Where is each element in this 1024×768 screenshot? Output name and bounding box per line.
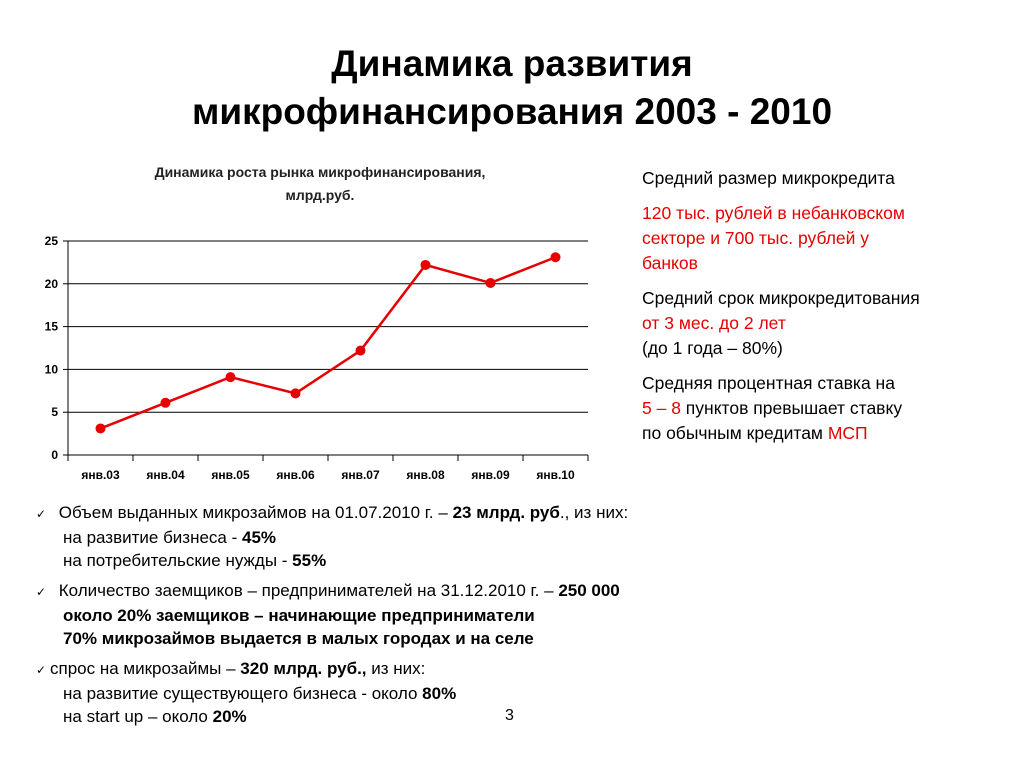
b2-bold: 250 000: [558, 581, 620, 600]
rate-text-2: по обычным кредитам: [642, 423, 828, 443]
avg-size-value-2: секторе и 700 тыс. рублей у: [642, 228, 870, 248]
b3-l3-text: на start up – около: [63, 707, 213, 726]
b3-l2-text: на развитие существующего бизнеса - около: [63, 684, 423, 703]
y-tick-label: 10: [44, 362, 58, 377]
b3-l2-bold: 80%: [422, 684, 457, 703]
avg-size-value-1: 120 тыс. рублей в небанковском: [642, 203, 905, 223]
b1-bold: 23 млрд. руб: [452, 503, 560, 522]
chart-title-line-1: Динамика роста рынка микрофинансирования,: [154, 164, 486, 180]
b1-l3-bold: 55%: [292, 551, 327, 570]
avg-size-value-block: [642, 201, 1017, 276]
rate-block: [642, 371, 1017, 446]
b1-l2-text: на развитие бизнеса -: [63, 528, 242, 547]
b2-l2: около 20% заемщиков – начинающие предприниматели: [63, 606, 535, 625]
term-label: Средний срок микрокредитования: [642, 288, 920, 308]
y-tick-label: 0: [51, 448, 58, 462]
slide-title-line-2: микрофинансирования 2003 - 2010: [191, 91, 833, 132]
slide-title-line-1: Динамика развития: [331, 43, 693, 84]
x-tick-label: янв.09: [471, 468, 510, 482]
b3-bold: 320 млрд. руб.,: [240, 659, 367, 678]
x-tick-label: янв.04: [146, 468, 185, 482]
b2-l3: 70% микрозаймов выдается в малых городах и на селе: [63, 629, 534, 648]
check-icon: ✓: [36, 585, 47, 599]
x-tick-label: янв.03: [81, 468, 120, 482]
bullet-demand: [36, 657, 796, 728]
b3-text: спрос на микрозаймы –: [50, 659, 241, 678]
check-icon: ✓: [36, 507, 47, 521]
b3-l3-bold: 20%: [212, 707, 247, 726]
y-tick-label: 15: [44, 319, 58, 334]
b1-tail: ., из них:: [559, 503, 629, 522]
x-tick-label: янв.05: [211, 468, 250, 482]
x-tick-label: янв.07: [341, 468, 380, 482]
b3-tail: из них:: [366, 659, 426, 678]
y-tick-label: 5: [51, 405, 58, 420]
chart-title-line-2: млрд.руб.: [285, 187, 355, 203]
data-point: [421, 260, 431, 270]
term-note: (до 1 года – 80%): [642, 338, 783, 358]
b1-l2-bold: 45%: [242, 528, 277, 547]
avg-size-block: [642, 166, 1017, 191]
y-tick-label: 20: [44, 276, 58, 291]
term-block: [642, 286, 1017, 361]
term-value: от 3 мес. до 2 лет: [642, 313, 786, 333]
x-tick-label: янв.10: [536, 468, 575, 482]
data-point: [486, 278, 496, 288]
rate-value: 5 – 8: [642, 398, 681, 418]
page-number: 3: [505, 707, 514, 724]
x-tick-label: янв.06: [276, 468, 315, 482]
data-point: [161, 398, 171, 408]
rate-text-1: пунктов превышает ставку: [680, 398, 903, 418]
b1-l3-text: на потребительские нужды -: [63, 551, 293, 570]
b1-text: Объем выданных микрозаймов на 01.07.2010 г. –: [54, 503, 453, 522]
avg-size-label: Средний размер микрокредита: [642, 168, 895, 188]
check-icon: ✓: [36, 663, 47, 677]
bullet-list: [36, 501, 796, 735]
b2-text: Количество заемщиков – предпринимателей на 31.12.2010 г. –: [54, 581, 559, 600]
data-point: [291, 388, 301, 398]
data-point: [551, 252, 561, 262]
avg-size-value-3: банков: [642, 253, 698, 273]
rate-label: Средняя процентная ставка на: [642, 373, 895, 393]
data-point: [226, 372, 236, 382]
side-panel: [642, 166, 1017, 456]
x-tick-label: янв.08: [406, 468, 445, 482]
rate-msp: МСП: [827, 423, 868, 443]
bullet-borrowers: [36, 579, 796, 650]
data-point: [356, 346, 366, 356]
data-point: [96, 423, 106, 433]
y-tick-label: 25: [44, 234, 58, 248]
bullet-loans-issued: [36, 501, 796, 572]
